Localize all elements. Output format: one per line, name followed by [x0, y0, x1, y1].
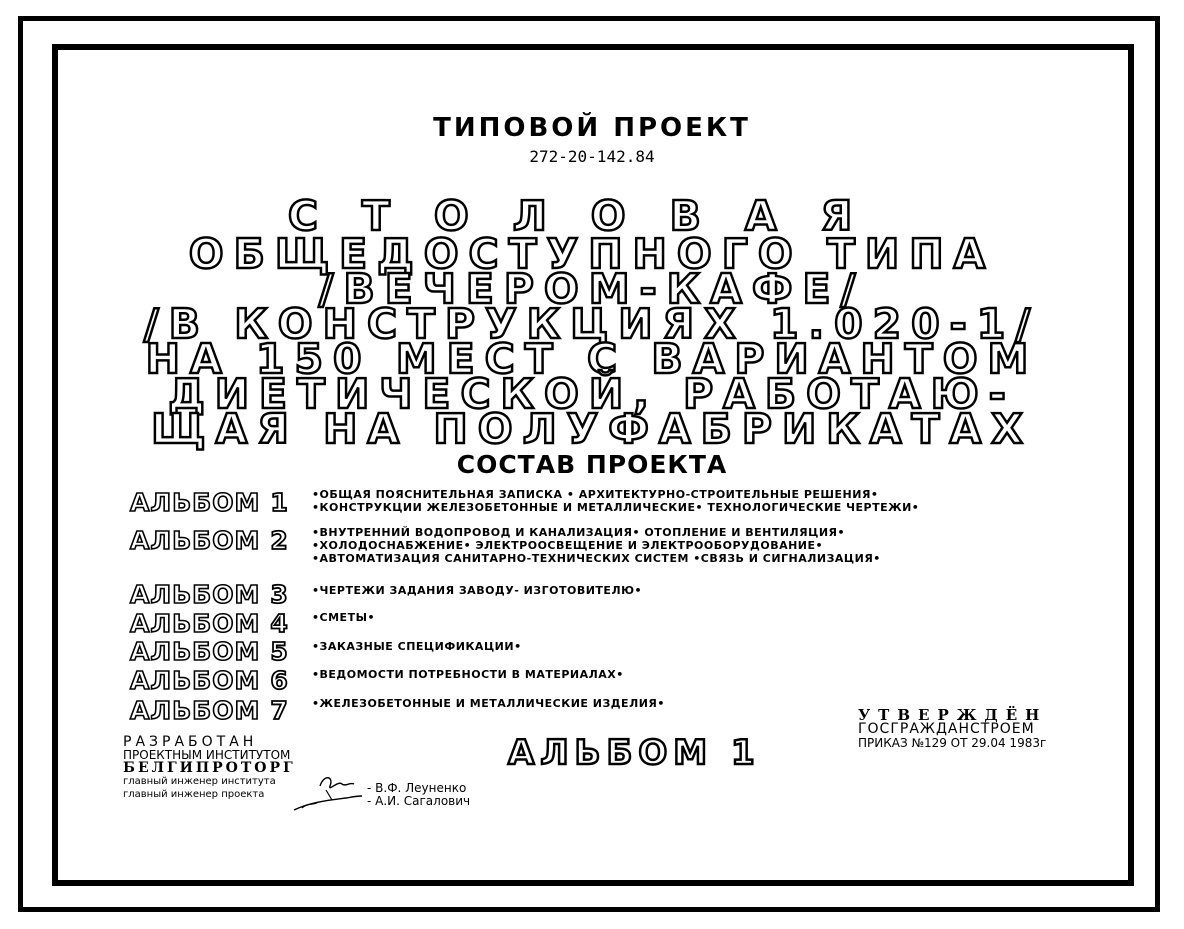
album-line: •ВНУТРЕННИЙ ВОДОПРОВОД И КАНАЛИЗАЦИЯ• ОТОПЛЕНИЕ И ВЕНТИЛЯЦИЯ• [312, 526, 846, 539]
album-caption: АЛЬБОМ 1 [508, 733, 761, 773]
album-line: •ВЕДОМОСТИ ПОТРЕБНОСТИ В МАТЕРИАЛАХ• [312, 668, 624, 681]
album-word: АЛЬБОМ [130, 666, 261, 695]
album-number: 6 [270, 666, 289, 695]
album-word: АЛЬБОМ [130, 609, 261, 638]
signers [367, 782, 470, 808]
album-label [130, 637, 289, 666]
album-number: 2 [270, 526, 289, 555]
approval-line: УТВЕРЖДЁН [858, 706, 1048, 724]
title-line-7: ЩАЯ НА ПОЛУФАБРИКАТАХ [151, 405, 1033, 453]
album-number: 5 [270, 637, 289, 666]
developer-role: главный инженер проекта [123, 789, 265, 800]
album-word: АЛЬБОМ [130, 488, 261, 517]
album-word: АЛЬБОМ [130, 637, 261, 666]
signer-name: - В.Ф. Леуненко [367, 781, 467, 795]
album-word: АЛЬБОМ [130, 526, 261, 555]
developer-block [123, 736, 296, 801]
album-line: •ЗАКАЗНЫЕ СПЕЦИФИКАЦИИ• [312, 640, 522, 653]
album-description [312, 697, 665, 710]
album-description [312, 668, 624, 681]
album-line: •СМЕТЫ• [312, 611, 375, 624]
album-description [312, 526, 881, 565]
album-description [312, 640, 522, 653]
album-description [312, 584, 642, 597]
album-number: 1 [270, 488, 289, 517]
developer-line: ПРОЕКТНЫМ ИНСТИТУТОМ [123, 748, 291, 762]
album-line: •КОНСТРУКЦИИ ЖЕЛЕЗОБЕТОННЫЕ И МЕТАЛЛИЧЕСКИЕ• ТЕХНОЛОГИЧЕСКИЕ ЧЕРТЕЖИ• [312, 501, 920, 514]
album-label [130, 609, 289, 638]
album-line: •ХОЛОДОСНАБЖЕНИЕ• ЭЛЕКТРООСВЕЩЕНИЕ И ЭЛЕКТРООБОРУДОВАНИЕ• [312, 539, 824, 552]
approval-line: ГОСГРАЖДАНСТРОЕМ [858, 721, 1035, 737]
album-label [130, 580, 289, 609]
album-label [130, 696, 289, 725]
album-number: 3 [270, 580, 289, 609]
album-word: АЛЬБОМ [130, 580, 261, 609]
album-description [312, 611, 375, 624]
album-label [130, 666, 289, 695]
developer-role: главный инженер института [123, 776, 276, 787]
album-label [130, 488, 289, 517]
approval-block [858, 708, 1047, 750]
album-number: 7 [270, 696, 289, 725]
title-line-5: НА 150 МЕСТ С ВАРИАНТОМ [145, 335, 1039, 383]
title-line-4: /В КОНСТРУКЦИЯХ 1.020-1/ [143, 300, 1041, 348]
title-line-3: /ВЕЧЕРОМ-КАФЕ/ [318, 265, 866, 313]
album-line: •ЖЕЛЕЗОБЕТОННЫЕ И МЕТАЛЛИЧЕСКИЕ ИЗДЕЛИЯ• [312, 697, 665, 710]
signer-name: - А.И. Сагалович [367, 794, 471, 808]
doc-number: 272-20-142.84 [529, 147, 655, 166]
album-description [312, 488, 919, 514]
developer-line: РАЗРАБОТАН [123, 734, 258, 750]
album-word: АЛЬБОМ [130, 696, 261, 725]
doc-type: ТИПОВОЙ ПРОЕКТ [433, 113, 751, 143]
album-label [130, 526, 289, 555]
section-heading: СОСТАВ ПРОЕКТА [456, 450, 728, 479]
title-line-6: ДИЕТИЧЕСКОЙ, РАБОТАЮ- [168, 370, 1016, 418]
album-line: •ОБЩАЯ ПОЯСНИТЕЛЬНАЯ ЗАПИСКА • АРХИТЕКТУРНО-СТРОИТЕЛЬНЫЕ РЕШЕНИЯ• [312, 488, 879, 501]
developer-institute: БЕЛГИПРОТОРГ [123, 760, 296, 776]
approval-line: ПРИКАЗ №129 ОТ 29.04 1983г [858, 736, 1047, 750]
title-line-1: СТОЛОВАЯ [287, 192, 897, 240]
title-line-2: ОБЩЕДОСТУПНОГО ТИПА [188, 230, 996, 278]
signature [290, 772, 370, 816]
album-line: •ЧЕРТЕЖИ ЗАДАНИЯ ЗАВОДУ- ИЗГОТОВИТЕЛЮ• [312, 584, 643, 597]
album-number: 4 [270, 609, 289, 638]
album-line: •АВТОМАТИЗАЦИЯ САНИТАРНО-ТЕХНИЧЕСКИХ СИСТЕМ •СВЯЗЬ И СИГНАЛИЗАЦИЯ• [312, 552, 881, 565]
